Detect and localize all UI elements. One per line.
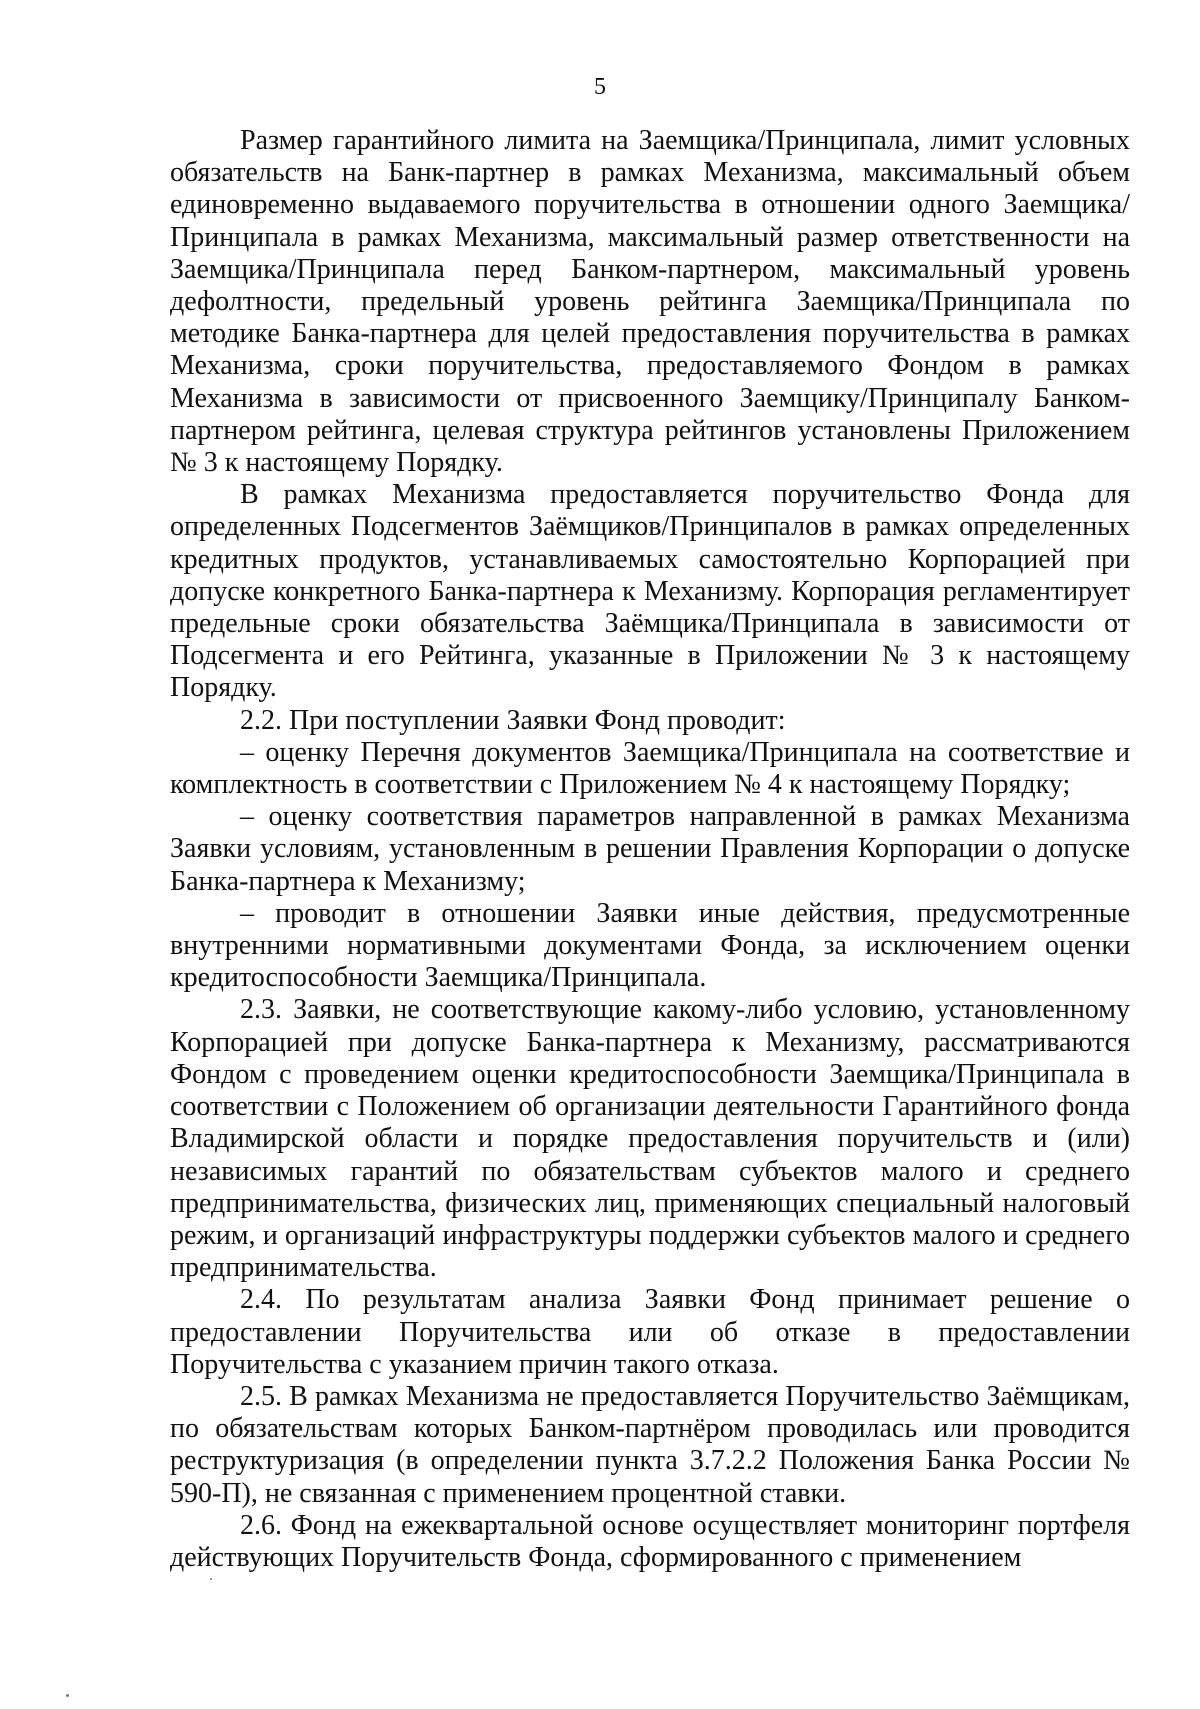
scan-speck [66,1694,69,1697]
paragraph-2-4: 2.4. По результатам анализа Заявки Фонд принимает решение о предоставлении Поручительства или об отказе в предоставлении Поручительства с указанием причин такого отказа. [170,1284,1130,1380]
list-item-other-actions: – проводит в отношении Заявки иные действия, предусмотренные внутренними нормативными документами Фонда, за исключением оценки кредитоспособности Заемщика/Принципала. [170,897,1130,994]
paragraph-2-3: 2.3. Заявки, не соответствующие какому-либо условию, установленному Корпорацией при допуске Банка-партнера к Механизму, рассматриваются Фондом с проведением оценки кредитоспособности Заемщика/Принципала в соответствии с Положением об организации деятельности Гарантийного фонда Владимирской области и порядке предоставления поручительств и (или) независимых гарантий по обязательствам субъектов малого и среднего предпринимательства, физических лиц, применяющих специальный налоговый режим, и организаций инфраструктуры поддержки субъектов малого и среднего предпринимательства. [170,994,1130,1284]
page-number: 5 [594,74,606,100]
list-item-document-assessment: – оценку Перечня документов Заемщика/Принципала на соответствие и комплектность в соответствии с Приложением № 4 к настоящему Порядку; [170,736,1130,801]
paragraph-2-5: 2.5. В рамках Механизма не предоставляется Поручительство Заёмщикам, по обязательствам которых Банком-партнёром проводилась или проводится реструктуризация (в определении пункта 3.7.2.2 Положения Банка России № 590-П), не связанная с применением процентной ставки. [170,1380,1130,1509]
list-item-parameters-assessment: – оценку соответствия параметров направленной в рамках Механизма Заявки условиям, установленным в решении Правления Корпорации о допуске Банка-партнера к Механизму; [170,801,1130,897]
scan-speck [210,1578,212,1580]
paragraph-2-2: 2.2. При поступлении Заявки Фонд проводит: [240,704,786,736]
paragraph-subsegments: В рамках Механизма предоставляется поручительство Фонда для определенных Подсегментов Заёмщиков/Принципалов в рамках определенных кредитных продуктов, устанавливаемых самостоятельно Корпорацией при допуске конкретного Банка-партнера к Механизму. Корпорация регламентирует предельные сроки обязательства Заёмщика/Принципала в зависимости от Подсегмента и его Рейтинга, указанные в Приложении № 3 к настоящему Порядку. [170,479,1130,704]
paragraph-2-6: 2.6. Фонд на ежеквартальной основе осуществляет мониторинг портфеля действующих Поручительств Фонда, сформированного с применением [170,1509,1130,1573]
document-body [170,125,1130,1574]
paragraph-guarantee-limits: Размер гарантийного лимита на Заемщика/Принципала, лимит условных обязательств на Банк-партнер в рамках Механизма, максимальный объем единовременно выдаваемого поручительства в отношении одного Заемщика/Принципала в рамках Механизма, максимальный размер ответственности на Заемщика/Принципала перед Банком-партнером, максимальный уровень дефолтности, предельный уровень рейтинга Заемщика/Принципала по методике Банка-партнера для целей предоставления поручительства в рамках Механизма, сроки поручительства, предоставляемого Фондом в рамках Механизма в зависимости от присвоенного Заемщику/Принципалу Банком-партнером рейтинга, целевая структура рейтингов установлены Приложением № 3 к настоящему Порядку. [170,125,1130,479]
